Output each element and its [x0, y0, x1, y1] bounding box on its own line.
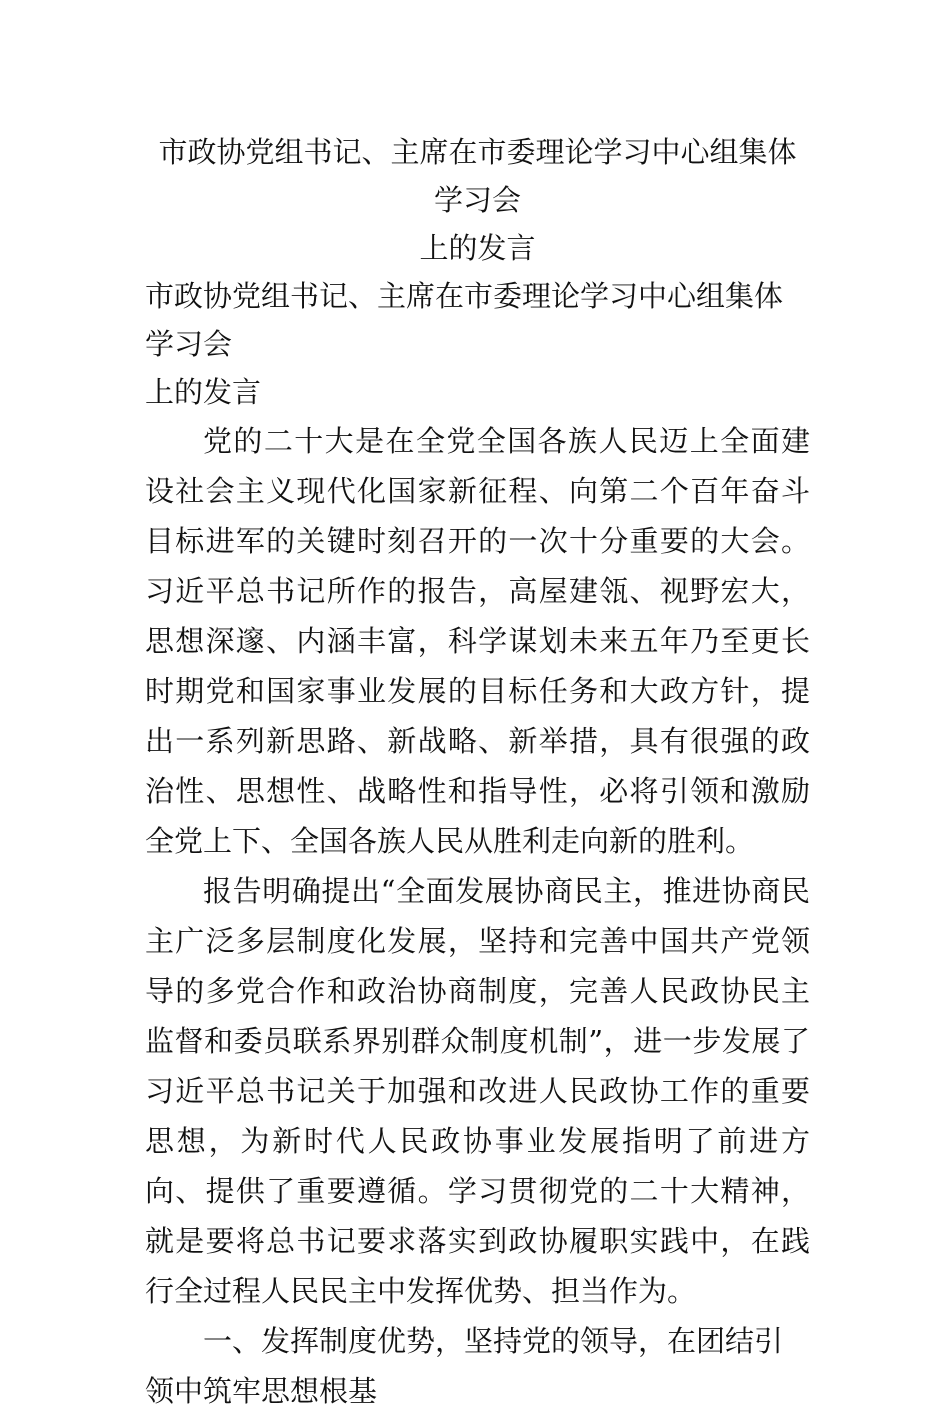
paragraph-2: 报告明确提出“全面发展协商民主，推进协商民主广泛多层制度化发展，坚持和完善中国共产党领导的多党合作和政治协商制度，完善人民政协民主监督和委员联系界别群众制度机制”，进一步发展了习近平总书记关于加强和改进人民政协工作的重要思想，为新时代人民政协事业发展指明了前进方向、提供了重要遵循。学习贯彻党的二十大精神，就是要将总书记要求落实到政协履职实践中，在践行全过程人民民主中发挥优势、担当作为。 [145, 874, 810, 1308]
section-heading: 一、发挥制度优势，坚持党的领导，在团结引领中筑牢思想根基 [145, 1324, 784, 1408]
title-line-2: 上的发言 [419, 231, 536, 265]
subtitle-line-2: 上的发言 [145, 375, 262, 409]
document-title [145, 128, 810, 272]
document-page [145, 128, 810, 1416]
subtitle-line-1: 市政协党组书记、主席在市委理论学习中心组集体学习会 [145, 279, 784, 361]
title-line-1: 市政协党组书记、主席在市委理论学习中心组集体学习会 [158, 135, 797, 217]
paragraph-1: 党的二十大是在全党全国各族人民迈上全面建设社会主义现代化国家新征程、向第二个百年奋斗目标进军的关键时刻召开的一次十分重要的大会。习近平总书记所作的报告，高屋建瓴、视野宏大，思想深邃、内涵丰富，科学谋划未来五年乃至更长时期党和国家事业发展的目标任务和大政方针，提出一系列新思路、新战略、新举措，具有很强的政治性、思想性、战略性和指导性，必将引领和激励全党上下、全国各族人民从胜利走向新的胜利。 [145, 424, 810, 858]
